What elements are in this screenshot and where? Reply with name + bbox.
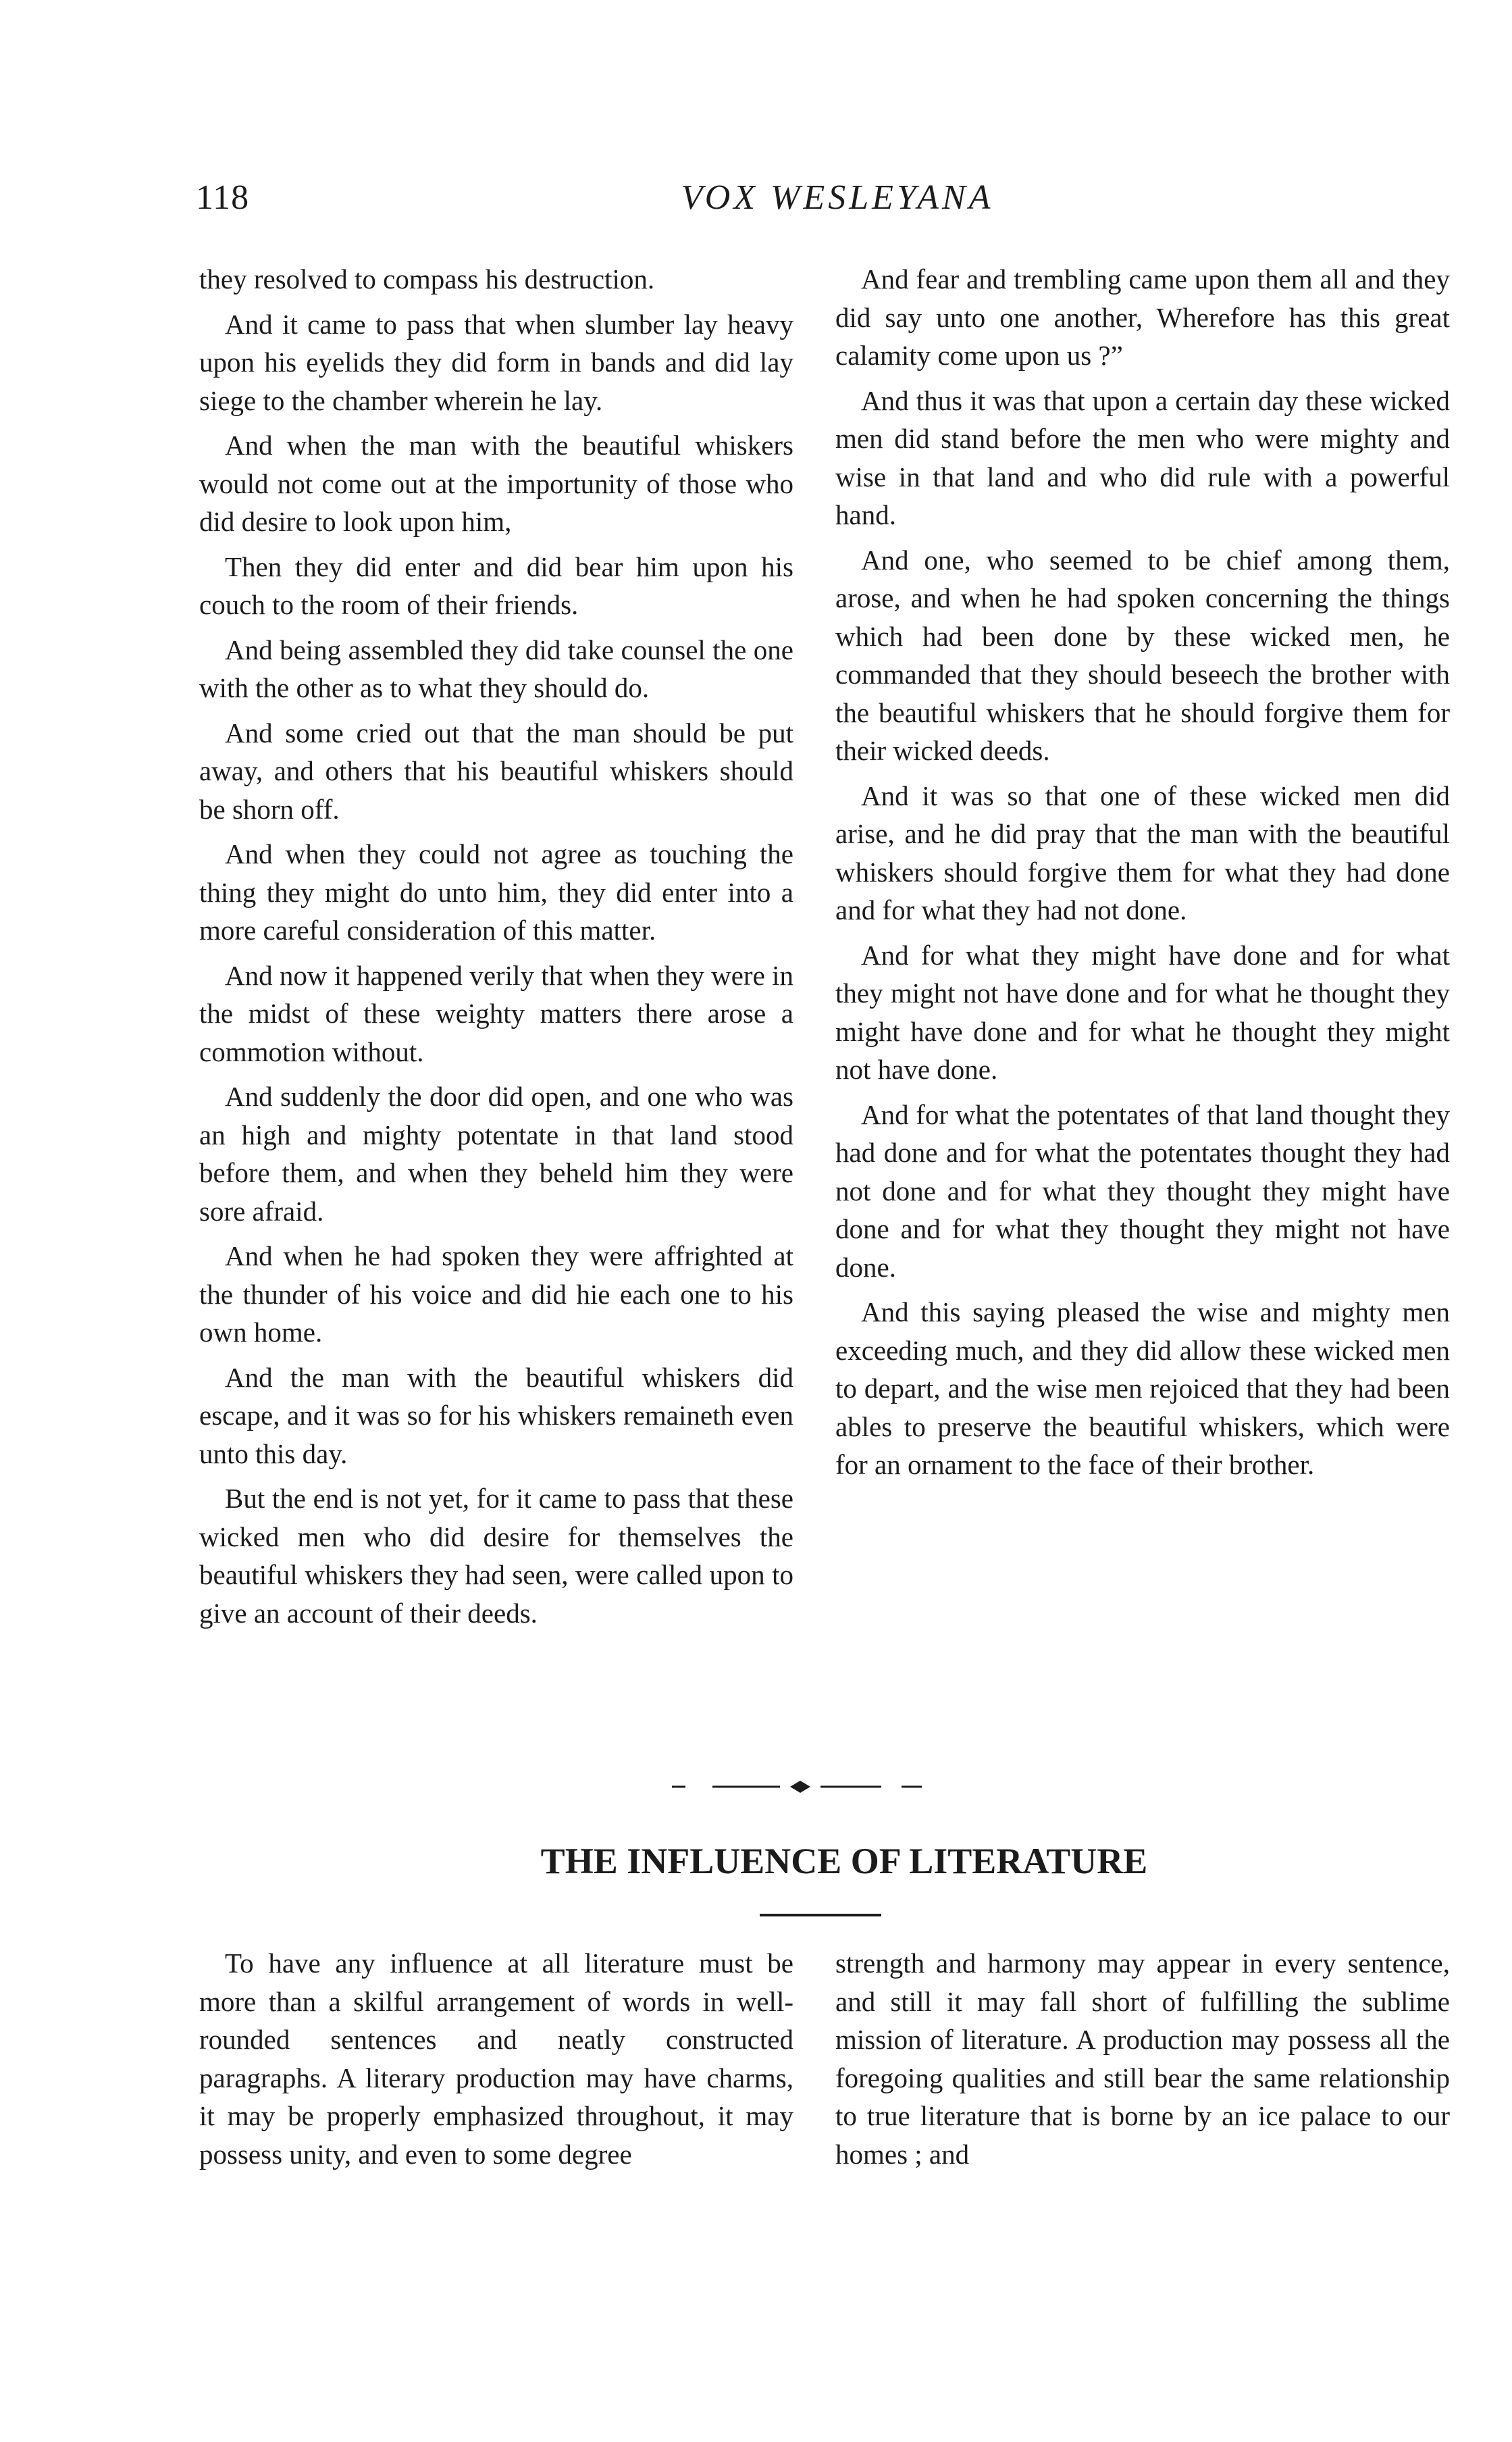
story-paragraph: And it was so that one of these wicked men did arise, and he did pray that the man with the beautiful whiskers should forgive them for what they had done and for what they had not done. bbox=[835, 780, 1450, 925]
article-paragraph: To have any influence at all literature must be more than a skilful arrangement of words in well-rounded sentences and neatly constructed paragraphs. A literary production may have charms, it may be properly emphasized throughout, it may possess unity, and even to some degree bbox=[199, 1948, 793, 2170]
story-paragraph: And thus it was that upon a certain day these wicked men did stand before the men who were mighty and wise in that land and who did rule with a powerful hand. bbox=[835, 384, 1450, 530]
story-paragraph: And for what the potentates of that land thought they had done and for what the potentates thought they had not done and for what they thought they might have done and for what they thought they might not have done. bbox=[835, 1098, 1450, 1283]
story-paragraph: And it came to pass that when slumber lay heavy upon his eyelids they did form in bands and did lay siege to the chamber wherein he lay. bbox=[199, 308, 793, 416]
story-paragraph: they resolved to compass his destruction. bbox=[199, 263, 655, 295]
story-paragraph: And fear and trembling came upon them all and they did say unto one another, Wherefore has this great calamity come upon us ?” bbox=[835, 263, 1450, 371]
story-paragraph: And the man with the beautiful whiskers did escape, and it was so for his whiskers remaineth even unto this day. bbox=[199, 1361, 793, 1469]
story-paragraph: Then they did enter and did bear him upon his couch to the room of their friends. bbox=[199, 551, 793, 620]
story-paragraph: And some cried out that the man should be put away, and others that his beautiful whiskers should be shorn off. bbox=[199, 717, 793, 825]
story-right-column bbox=[835, 260, 1450, 1491]
section-separator-ornament bbox=[665, 1777, 962, 1797]
story-paragraph: And suddenly the door did open, and one who was an high and mighty potentate in that land stood before them, and when they beheld him they were sore afraid. bbox=[199, 1081, 793, 1227]
article-right-column bbox=[835, 1944, 1450, 2173]
page-number: 118 bbox=[196, 178, 250, 217]
article-left-column bbox=[199, 1944, 793, 2173]
story-paragraph: And when they could not agree as touching the thing they might do unto him, they did enter into a more careful consideration of this matter. bbox=[199, 838, 793, 946]
story-paragraph: And one, who seemed to be chief among them, arose, and when he had spoken concerning the things which had been done by these wicked men, he commanded that they should beseech the brother with the beautiful whiskers that he should forgive them for their wicked deeds. bbox=[835, 544, 1450, 766]
story-paragraph: And when he had spoken they were affrighted at the thunder of his voice and did hie each one to his own home. bbox=[199, 1240, 793, 1348]
article-paragraph: strength and harmony may appear in every sentence, and still it may fall short of fulfilling the sublime mission of literature. A production may possess all the foregoing qualities and still bear the same relationship to true literature that is borne by an ice palace to our homes ; and bbox=[835, 1948, 1450, 2170]
story-left-column bbox=[199, 260, 793, 1639]
story-paragraph: And when the man with the beautiful whiskers would not come out at the importunity of those who did desire to look upon him, bbox=[199, 430, 793, 537]
running-title: VOX WESLEYANA bbox=[681, 178, 994, 217]
title-underline-rule bbox=[760, 1914, 881, 1916]
story-paragraph: And for what they might have done and for what they might not have done and for what he thought they might have done and for what he thought they might not have done. bbox=[835, 939, 1450, 1085]
story-paragraph: But the end is not yet, for it came to pass that these wicked men who did desire for themselves the beautiful whiskers they had seen, were called upon to give an account of their deeds. bbox=[199, 1483, 793, 1629]
page-header bbox=[196, 174, 1452, 235]
story-paragraph: And this saying pleased the wise and mighty men exceeding much, and they did allow these wicked men to depart, and the wise men rejoiced that they had been ables to preserve the beautiful whiskers, which were for an ornament to the face of their brother. bbox=[835, 1296, 1450, 1480]
story-paragraph: And now it happened verily that when they were in the midst of these weighty matters there arose a commotion without. bbox=[199, 959, 793, 1067]
article-title: THE INFLUENCE OF LITERATURE bbox=[540, 1841, 1148, 1881]
story-paragraph: And being assembled they did take counsel the one with the other as to what they should do. bbox=[199, 634, 793, 703]
